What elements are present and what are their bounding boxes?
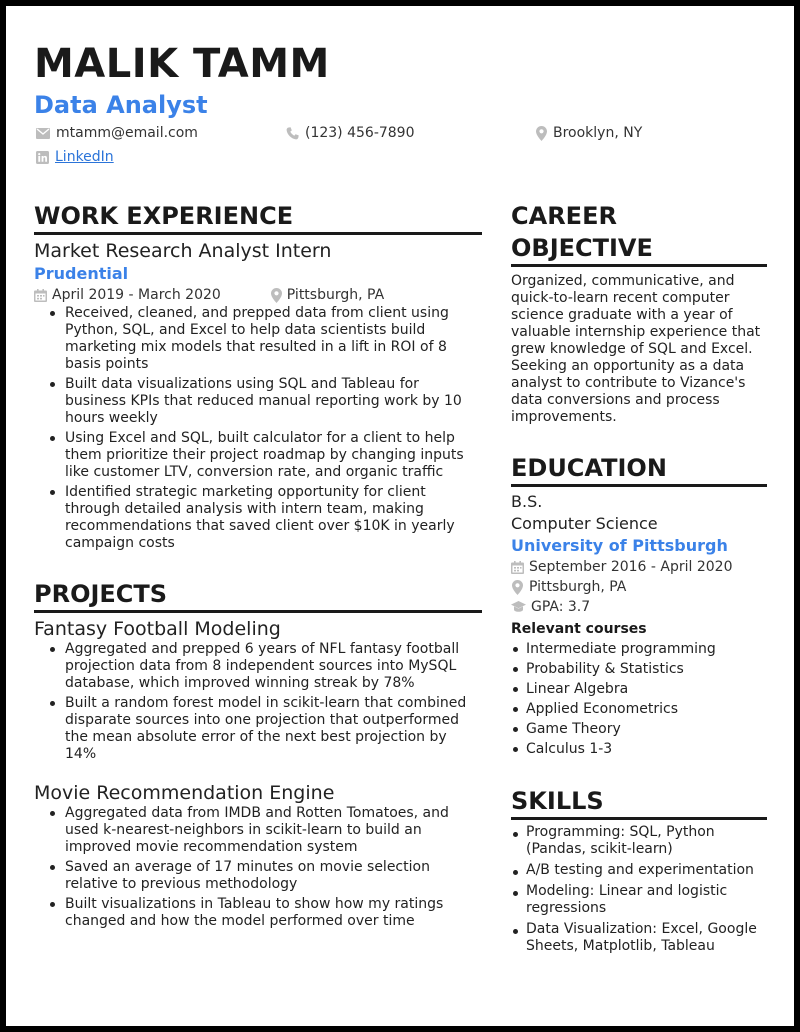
courses-list — [511, 639, 767, 759]
edu-gpa-item — [511, 597, 590, 617]
contact-email — [36, 124, 198, 142]
location-text: Brooklyn, NY — [553, 125, 643, 141]
career-objective-section — [511, 200, 767, 426]
candidate-role: Data Analyst — [34, 91, 208, 119]
list-item: Game Theory — [511, 719, 767, 739]
list-item: Programming: SQL, Python (Pandas, scikit-learn) — [511, 824, 767, 858]
resume-page — [6, 6, 794, 1026]
contact-linkedin — [36, 148, 114, 166]
phone-text: (123) 456-7890 — [305, 125, 415, 141]
edu-dates — [511, 557, 767, 577]
map-pin-icon — [511, 580, 524, 595]
list-item: Probability & Statistics — [511, 659, 767, 679]
project-bullets — [34, 641, 482, 763]
email-text: mtamm@email.com — [56, 125, 198, 141]
gpa-text: GPA: 3.7 — [531, 599, 591, 615]
left-column — [34, 200, 482, 933]
work-experience-heading: WORK EXPERIENCE — [34, 200, 482, 235]
phone-icon — [286, 127, 299, 140]
edu-location-text: Pittsburgh, PA — [529, 579, 627, 595]
education-heading: EDUCATION — [511, 452, 767, 487]
work-experience-section — [34, 200, 482, 552]
job-position: Market Research Analyst Intern — [34, 240, 332, 262]
list-item: Calculus 1-3 — [511, 739, 767, 759]
field-of-study: Computer Science — [511, 514, 658, 533]
calendar-icon — [511, 561, 524, 574]
edu-dates-text: September 2016 - April 2020 — [529, 559, 733, 575]
list-item: Linear Algebra — [511, 679, 767, 699]
projects-section — [34, 578, 482, 930]
job-location-text: Pittsburgh, PA — [286, 287, 385, 303]
skills-section — [511, 785, 767, 955]
candidate-name: MALIK TAMM — [34, 41, 330, 87]
map-pin-icon — [536, 126, 547, 141]
project-name: Fantasy Football Modeling — [34, 618, 281, 640]
edu-gpa — [511, 597, 767, 617]
list-item: Identified strategic marketing opportunity for client through detailed analysis with intern team, making recommendations that saved client over $10K in yearly campaign costs — [48, 484, 482, 552]
school-name: University of Pittsburgh — [511, 536, 728, 555]
list-item: Applied Econometrics — [511, 699, 767, 719]
list-item: Saved an average of 17 minutes on movie selection relative to previous methodology — [48, 859, 482, 893]
list-item: Data Visualization: Excel, Google Sheets, Matplotlib, Tableau — [511, 921, 767, 955]
list-item: Received, cleaned, and prepped data from client using Python, SQL, and Excel to help data scientists build marketing mix models that resulted in a lift in ROI of 8 basis points — [48, 305, 482, 373]
graduation-cap-icon — [511, 601, 526, 613]
list-item: Built visualizations in Tableau to show how my ratings changed and how the model performed over time — [48, 896, 482, 930]
education-section — [511, 452, 767, 759]
career-objective-heading: CAREER OBJECTIVE — [511, 202, 653, 262]
list-item: Intermediate programming — [511, 639, 767, 659]
list-item: Aggregated data from IMDB and Rotten Tomatoes, and used k-nearest-neighbors in scikit-learn to build an improved movie recommendation system — [48, 805, 482, 856]
skills-list — [511, 824, 767, 955]
job-meta — [34, 285, 482, 305]
list-item: Built a random forest model in scikit-learn that combined disparate sources into one projection that outperformed the mean absolute error of the next best projection by 14% — [48, 695, 482, 763]
edu-location — [511, 577, 767, 597]
job-bullets — [34, 305, 482, 552]
list-item: A/B testing and experimentation — [511, 862, 767, 879]
courses-label: Relevant courses — [511, 621, 647, 637]
edu-dates-item — [511, 557, 733, 577]
job-dates-text: April 2019 - March 2020 — [52, 287, 221, 303]
job-dates — [34, 285, 221, 305]
career-objective-text: Organized, communicative, and quick-to-learn recent computer science graduate with a year of valuable internship experience that grew knowledge of SQL and Excel. Seeking an opportunity as a data analyst to contribute to Vizance's data conversions and process improvements. — [511, 273, 761, 425]
linkedin-link[interactable]: LinkedIn — [55, 149, 114, 165]
degree: B.S. — [511, 492, 543, 511]
calendar-icon — [34, 289, 47, 302]
list-item: Using Excel and SQL, built calculator for a client to help them prioritize their project roadmap by changing inputs like customer LTV, conversion rate, and organic traffic — [48, 430, 482, 481]
edu-location-item — [511, 577, 626, 597]
map-pin-icon — [271, 288, 282, 303]
list-item: Modeling: Linear and logistic regressions — [511, 883, 767, 917]
linkedin-icon — [36, 151, 49, 164]
contact-location — [536, 124, 642, 142]
heading-rule — [511, 264, 767, 267]
skills-heading: SKILLS — [511, 785, 767, 820]
list-item: Built data visualizations using SQL and Tableau for business KPIs that reduced manual reporting work by 10 hours weekly — [48, 376, 482, 427]
list-item: Aggregated and prepped 6 years of NFL fantasy football projection data from 8 independent sources into MySQL database, which improved winning streak by 78% — [48, 641, 482, 692]
project-name: Movie Recommendation Engine — [34, 782, 335, 804]
job-company: Prudential — [34, 264, 129, 283]
right-column — [511, 200, 767, 959]
contact-phone — [286, 124, 415, 142]
envelope-icon — [36, 128, 50, 139]
project-bullets — [34, 805, 482, 930]
job-location — [271, 285, 384, 305]
projects-heading: PROJECTS — [34, 578, 482, 613]
